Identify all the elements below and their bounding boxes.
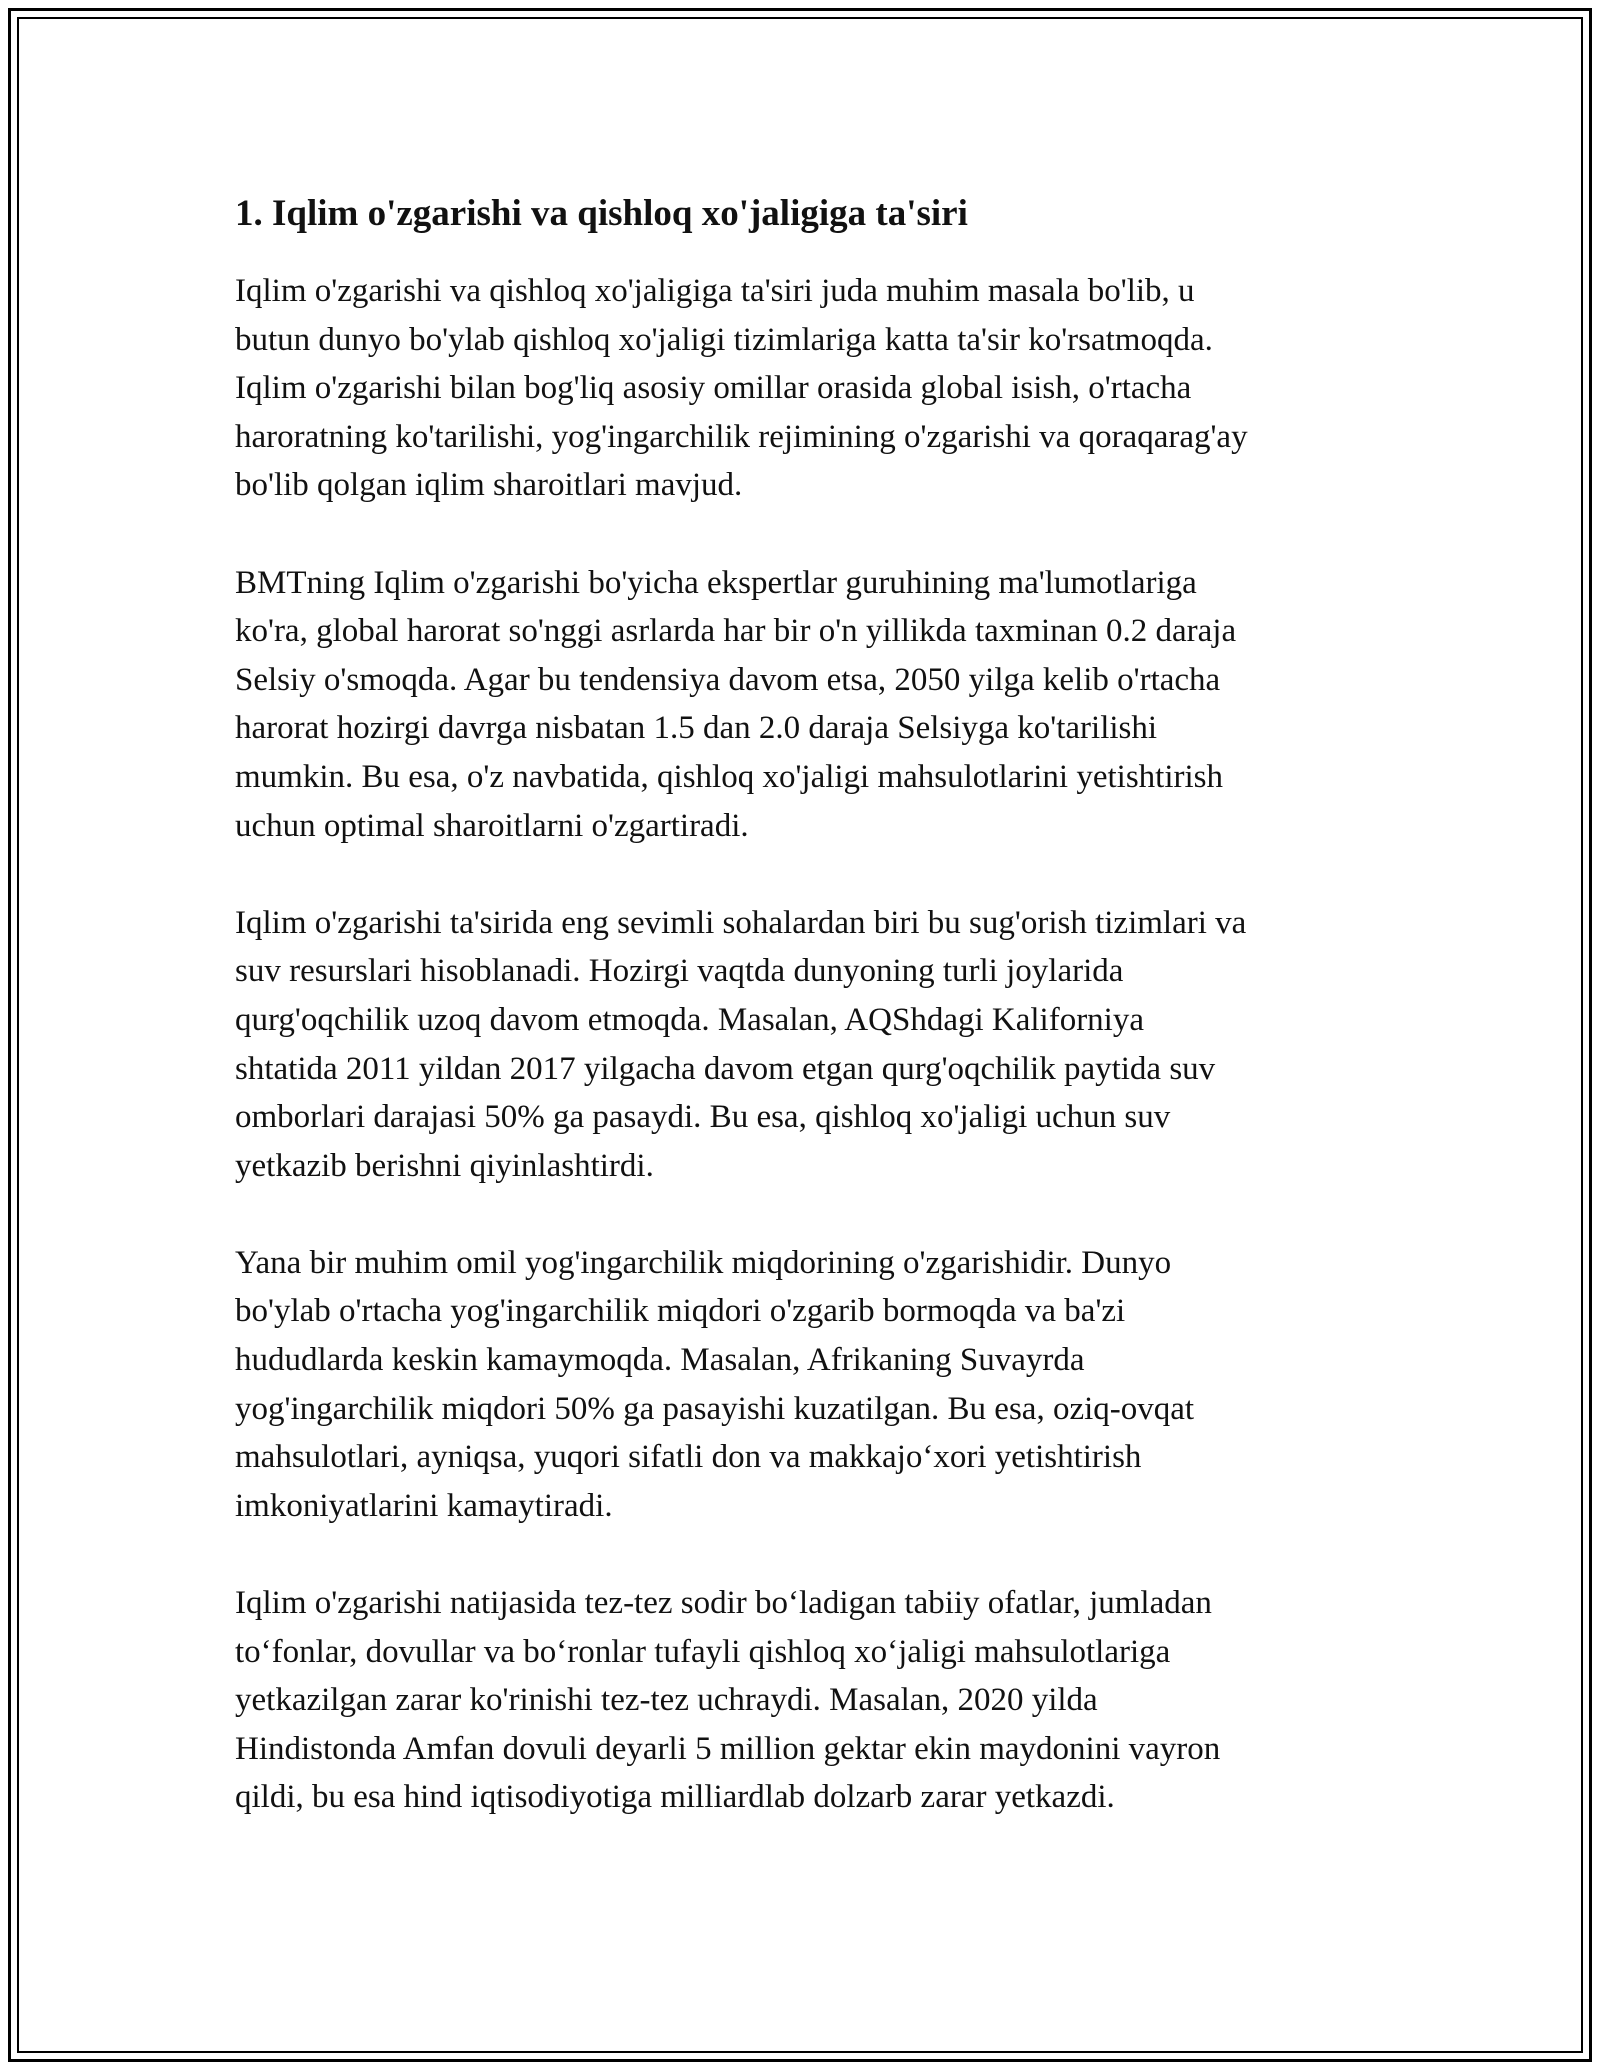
text-line: yetkazib berishni qiyinlashtirdi. xyxy=(235,1147,654,1184)
text-line: Iqlim o'zgarishi ta'sirida eng sevimli sohalardan biri bu sug'orish tizimlari va xyxy=(235,904,1247,941)
text-line: harorat hozirgi davrga nisbatan 1.5 dan 2.0 daraja Selsiyga ko'tarilishi xyxy=(235,710,1158,747)
paragraph-3 xyxy=(235,899,1375,1191)
text-line: hududlarda keskin kamaymoqda. Masalan, Afrikaning Suvayrda xyxy=(235,1342,1085,1379)
text-line: bo'lib qolgan iqlim sharoitlari mavjud. xyxy=(235,467,743,504)
text-line: suv resurslari hisoblanadi. Hozirgi vaqtda dunyoning turli joylarida xyxy=(235,953,1124,990)
text-line: qildi, bu esa hind iqtisodiyotiga milliardlab dolzarb zarar yetkazdi. xyxy=(235,1779,1115,1816)
text-line: Selsiy o'smoqda. Agar bu tendensiya davom etsa, 2050 yilga kelib o'rtacha xyxy=(235,661,1221,698)
text-line: omborlari darajasi 50% ga pasaydi. Bu esa, qishloq xo'jaligi uchun suv xyxy=(235,1099,1171,1136)
text-line: ko'ra, global harorat so'nggi asrlarda har bir o'n yillikda taxminan 0.2 daraja xyxy=(235,613,1237,650)
paragraph-1 xyxy=(235,267,1375,510)
text-line: butun dunyo bo'ylab qishloq xo'jaligi tizimlariga katta ta'sir ko'rsatmoqda. xyxy=(235,321,1213,358)
text-line: yetkazilgan zarar ko'rinishi tez-tez uchraydi. Masalan, 2020 yilda xyxy=(235,1682,1098,1719)
text-line: to‘fonlar, dovullar va bo‘ronlar tufayli qishloq xo‘jaligi mahsulotlariga xyxy=(235,1633,1171,1670)
text-line: Iqlim o'zgarishi va qishloq xo'jaligiga ta'siri juda muhim masala bo'lib, u xyxy=(235,273,1195,309)
text-line: mumkin. Bu esa, o'z navbatida, qishloq xo'jaligi mahsulotlarini yetishtirish xyxy=(235,758,1224,795)
paragraph-2 xyxy=(235,559,1375,851)
text-line: qurg'oqchilik uzoq davom etmoqda. Masalan, AQShdagi Kaliforniya xyxy=(235,1001,1144,1038)
text-line: uchun optimal sharoitlarni o'zgartiradi. xyxy=(235,807,749,844)
section-title: 1. Iqlim o'zgarishi va qishloq xo'jaligiga ta'siri xyxy=(235,193,968,234)
text-line: BMTning Iqlim o'zgarishi bo'yicha ekspertlar guruhining ma'lumotlariga xyxy=(235,564,1197,601)
paragraph-5 xyxy=(235,1579,1375,1822)
text-line: mahsulotlari, ayniqsa, yuqori sifatli don va makkajo‘xori yetishtirish xyxy=(235,1439,1142,1476)
text-line: shtatida 2011 yildan 2017 yilgacha davom etgan qurg'oqchilik paytida suv xyxy=(235,1050,1216,1087)
text-line: Yana bir muhim omil yog'ingarchilik miqdorining o'zgarishidir. Dunyo xyxy=(235,1244,1172,1281)
text-line: bo'ylab o'rtacha yog'ingarchilik miqdori o'zgarib bormoqda va ba'zi xyxy=(235,1293,1126,1330)
document-body xyxy=(235,186,1375,1871)
text-line: Iqlim o'zgarishi natijasida tez-tez sodir bo‘ladigan tabiiy ofatlar, jumladan xyxy=(235,1585,1212,1622)
paragraph-4 xyxy=(235,1239,1375,1531)
text-line: yog'ingarchilik miqdori 50% ga pasayishi kuzatilgan. Bu esa, oziq-ovqat xyxy=(235,1390,1195,1427)
text-line: Iqlim o'zgarishi bilan bog'liq asosiy omillar orasida global isish, o'rtacha xyxy=(235,370,1192,407)
text-line: haroratning ko'tarilishi, yog'ingarchilik rejimining o'zgarishi va qoraqarag'ay xyxy=(235,418,1248,455)
text-line: Hindistonda Amfan dovuli deyarli 5 million gektar ekin maydonini vayron xyxy=(235,1730,1221,1767)
text-line: imkoniyatlarini kamaytiradi. xyxy=(235,1487,613,1524)
